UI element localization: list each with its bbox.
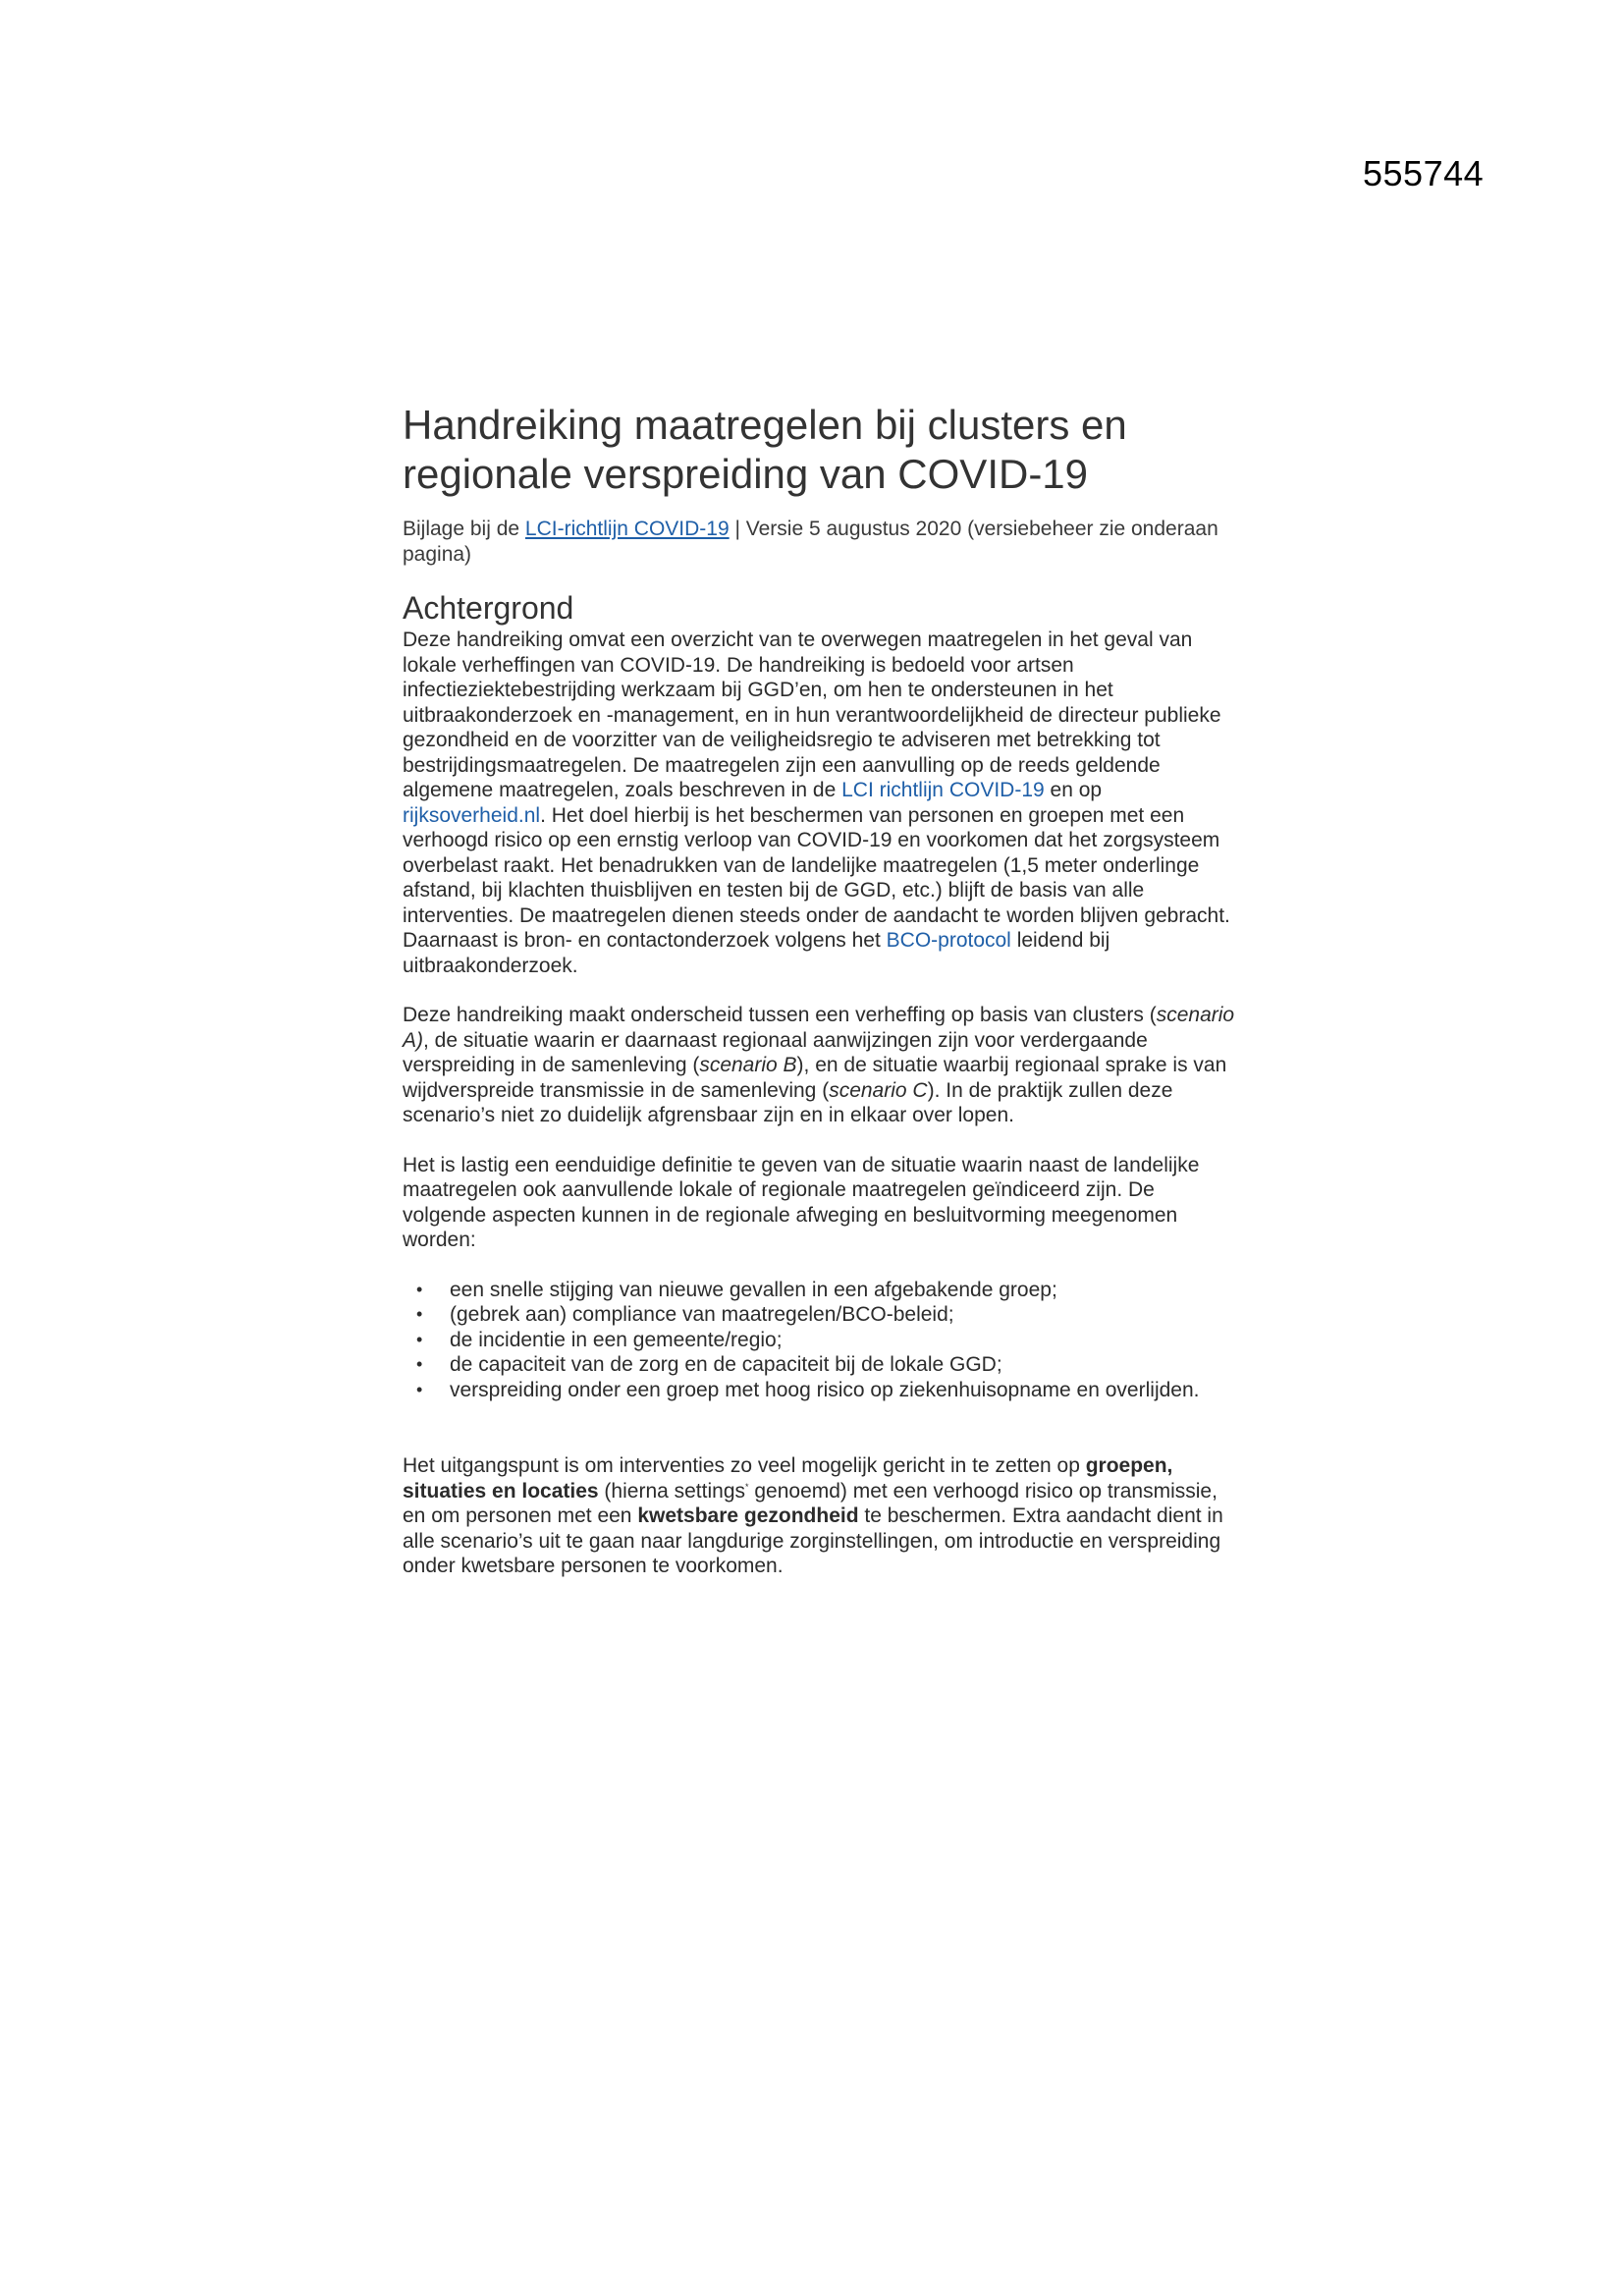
- document-body: [403, 401, 1239, 1604]
- scenario-b-term: scenario B: [699, 1054, 797, 1076]
- para1-text-3: . Het doel hierbij is het beschermen van personen en groepen met een verhoogd risico op een ernstig verloop van COVID-19 en voorkomen dat het zorgsysteem overbelast raakt. Het benadrukken van de landelijke maatregelen (1,5 meter onderlinge afstand, bij klachten thuisblijven en testen bij de GGD, etc.) blijft de basis van alle interventies. De maatregelen dienen steeds onder de aandacht te worden blijven gebracht. Daarnaast is bron- en contactonderzoek volgens het: [403, 803, 1230, 952]
- list-item: • verspreiding onder een groep met hoog risico op ziekenhuisopname en overlijden.: [450, 1378, 1239, 1403]
- para2-text-2: , de situatie waarin er daarnaast regionaal aanwijzingen zijn voor verdergaande verspreiding in de samenleving (: [403, 1028, 1148, 1076]
- para4-text-1: Het uitgangspunt is om interventies zo veel mogelijk gericht in te zetten op: [403, 1454, 1086, 1477]
- document-subtitle: [403, 517, 1239, 567]
- list-item: • de incidentie in een gemeente/regio;: [450, 1328, 1239, 1353]
- para2-text-1: Deze handreiking maakt onderscheid tussen een verheffing op basis van clusters (: [403, 1004, 1157, 1026]
- rijksoverheid-link[interactable]: rijksoverheid.nl: [403, 803, 541, 827]
- scenario-c-term: scenario C: [829, 1078, 928, 1102]
- paragraph-scenarios: [403, 1003, 1239, 1128]
- para2-text-4: ). In de praktijk zullen deze scenario’s niet zo duidelijk afgrensbaar zijn en in elkaar over lopen.: [403, 1078, 1173, 1126]
- page-title: Handreiking maatregelen bij clusters en regionale verspreiding van COVID-19: [403, 402, 1127, 497]
- para4-text-3: genoemd) met een verhoogd risico op transmissie, en om personen met een: [403, 1479, 1217, 1527]
- list-item: • de capaciteit van de zorg en de capaciteit bij de lokale GGD;: [450, 1352, 1239, 1378]
- para1-text-2: en op: [1044, 779, 1103, 801]
- footnote-marker[interactable]: *: [745, 1481, 749, 1492]
- para2-text-3: ), en de situatie waarbij regionaal sprake is van wijdverspreide transmissie in de samenleving (: [403, 1054, 1227, 1102]
- para4-text-4: te beschermen. Extra aandacht dient in alle scenario’s uit te gaan naar langdurige zorginstellingen, om introductie en verspreiding onder kwetsbare personen te voorkomen.: [403, 1504, 1223, 1577]
- lci-richtlijn-link[interactable]: LCI-richtlijn COVID-19: [524, 518, 730, 540]
- groups-situations-locations-term: groepen, situaties en locaties: [403, 1454, 1173, 1503]
- section-heading: Achtergrond: [403, 590, 574, 626]
- paragraph-starting-point: [403, 1453, 1239, 1579]
- para4-text-2: (hierna settings: [598, 1479, 746, 1503]
- para1-text-4: leidend bij uitbraakonderzoek.: [403, 929, 1110, 977]
- para1-text-1: Deze handreiking omvat een overzicht van te overwegen maatregelen in het geval van lokale verheffingen van COVID-19. De handreiking is bedoeld voor artsen infectieziektebestrijding werkzaam bij GGD’en, om hen te ondersteunen in het uitbraakonderzoek en -management, en in hun verantwoordelijkheid de directeur publieke gezondheid en de voorzitter van de veiligheidsregio te adviseren met betrekking tot bestrijdingsmaatregelen. De maatregelen zijn een aanvulling op de reeds geldende algemene maatregelen, zoals beschreven in de: [403, 629, 1221, 801]
- bco-protocol-link[interactable]: BCO-protocol: [886, 929, 1011, 952]
- document-number: 555744: [1363, 153, 1485, 193]
- aspects-list: [403, 1278, 1239, 1403]
- lci-richtlijn-covid-link[interactable]: LCI richtlijn COVID-19: [841, 779, 1045, 801]
- list-item: • (gebrek aan) compliance van maatregelen/BCO-beleid;: [450, 1302, 1239, 1328]
- subtitle-suffix: | Versie 5 augustus 2020 (versiebeheer zie onderaan pagina): [403, 518, 1218, 566]
- vulnerable-health-term: kwetsbare gezondheid: [637, 1504, 859, 1527]
- paragraph-background: [403, 628, 1239, 978]
- scenario-a-term: scenario A): [403, 1004, 1235, 1052]
- paragraph-definition: Het is lastig een eenduidige definitie te geven van de situatie waarin naast de landelijke maatregelen ook aanvullende lokale of regionale maatregelen geïndiceerd zijn. De volgende aspecten kunnen in de regionale afweging en besluitvorming meegenomen worden:: [403, 1153, 1200, 1251]
- subtitle-prefix: Bijlage bij de: [403, 518, 525, 540]
- list-item: • een snelle stijging van nieuwe gevallen in een afgebakende groep;: [450, 1278, 1239, 1303]
